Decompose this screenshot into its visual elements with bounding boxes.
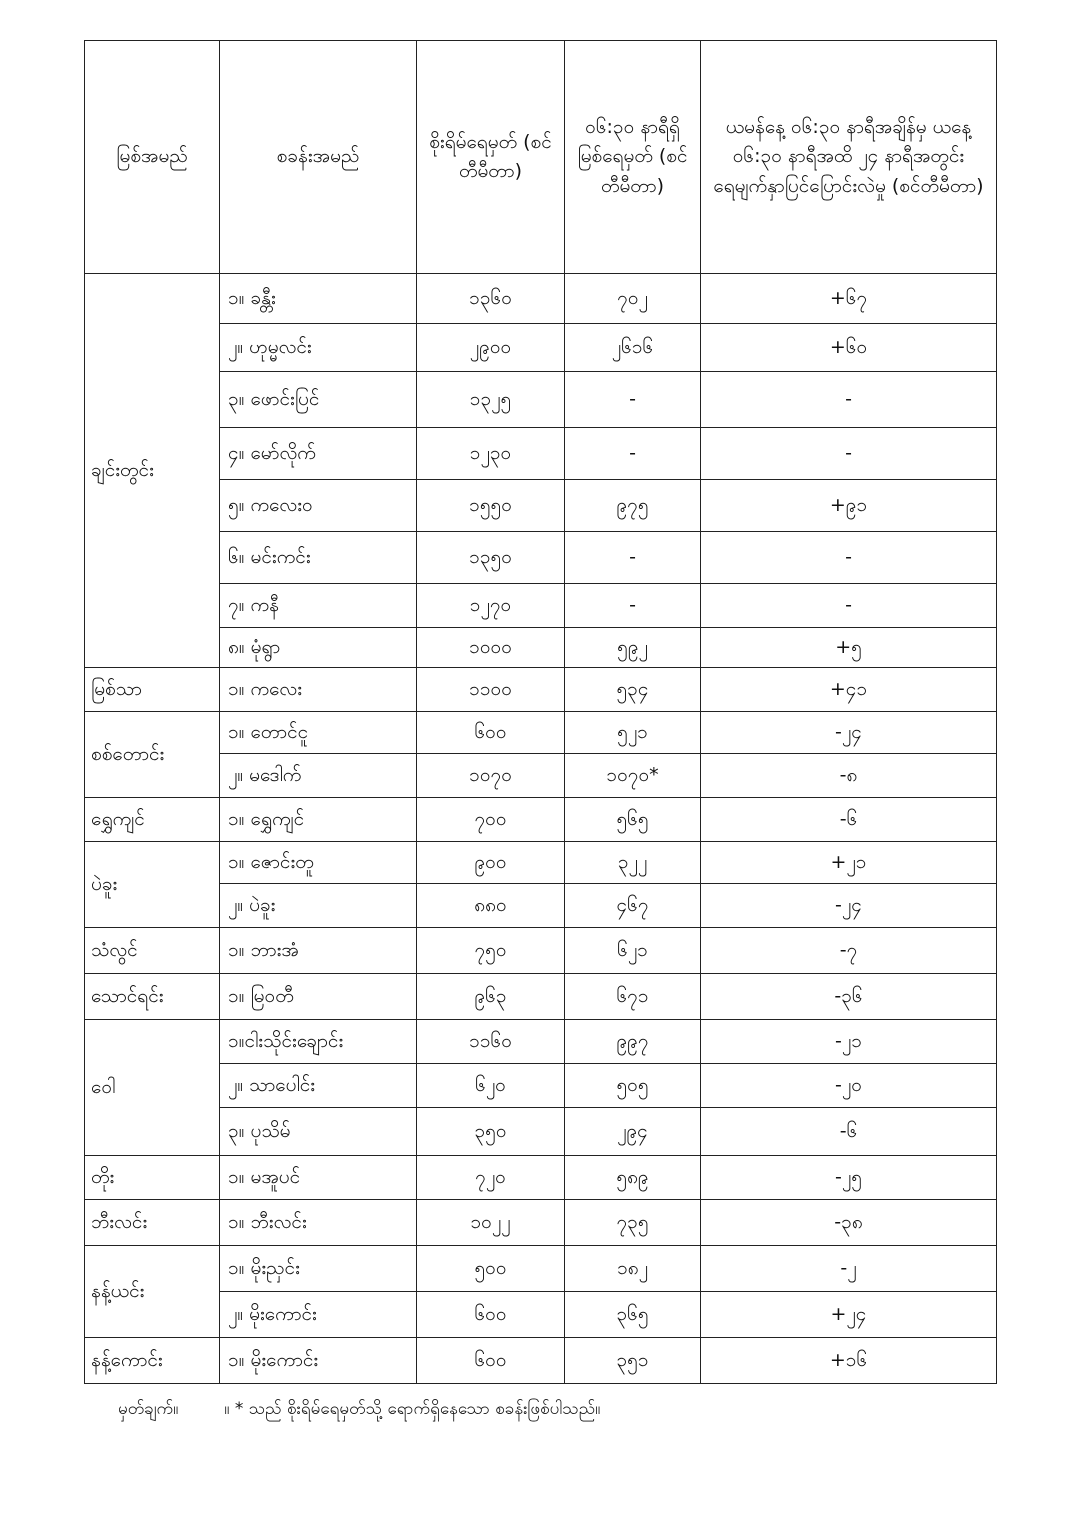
river-name: ရွှေကျင် (85, 798, 220, 842)
level-change: -၆ (701, 1108, 997, 1156)
header-river: မြစ်အမည် (85, 41, 220, 274)
station-name: ၁။ မအူပင် (220, 1156, 417, 1200)
level-change: -၂၅ (701, 1156, 997, 1200)
table-body (85, 274, 997, 1384)
danger-level: ၉၀၀ (417, 842, 565, 884)
table-row (85, 1064, 997, 1108)
table-row (85, 1200, 997, 1246)
table-row (85, 372, 997, 428)
current-level: ၃၂၂ (565, 842, 701, 884)
station-name: ၁။ ခန္တီး (220, 274, 417, 324)
level-change: -၃၆ (701, 974, 997, 1020)
station-name: ၇။ ကနီ (220, 584, 417, 628)
station-name: ၃။ ဖောင်းပြင် (220, 372, 417, 428)
river-name: နန့်ကောင်း (85, 1338, 220, 1384)
danger-level: ၂၉၀၀ (417, 324, 565, 372)
river-name: ပဲခူး (85, 842, 220, 928)
level-change: -၆ (701, 798, 997, 842)
level-change: +၄၁ (701, 668, 997, 712)
current-level: - (565, 584, 701, 628)
danger-level: ၁၂၇၀ (417, 584, 565, 628)
table-row (85, 428, 997, 480)
current-level: ၅၃၄ (565, 668, 701, 712)
level-change: +၆၀ (701, 324, 997, 372)
station-name: ၁။ ဘီးလင်း (220, 1200, 417, 1246)
station-name: ၂။ မဒေါက် (220, 754, 417, 798)
header-station: စခန်းအမည် (220, 41, 417, 274)
danger-level: ၁၃၆၀ (417, 274, 565, 324)
station-name: ၆။ မင်းကင်း (220, 532, 417, 584)
table-row (85, 324, 997, 372)
station-name: ၁။ ရွှေကျင် (220, 798, 417, 842)
table-row (85, 754, 997, 798)
header-current-level: ၀၆:၃၀ နာရီရှိ မြစ်ရေမှတ် (စင်တီမီတာ) (565, 41, 701, 274)
header-24h-change: ယမန်နေ့ ၀၆:၃၀ နာရီအချိန်မှ ယနေ့ ၀၆:၃၀ နာရီအထိ ၂၄ နာရီအတွင်း ရေမျက်နှာပြင်ပြောင်းလဲမှု (စင်တီမီတာ) (701, 41, 997, 274)
station-name: ၂။ ပဲခူး (220, 884, 417, 928)
current-level: ၂၉၄ (565, 1108, 701, 1156)
level-change: -၂၄ (701, 884, 997, 928)
danger-level: ၇၂၀ (417, 1156, 565, 1200)
danger-level: ၁၀၀၀ (417, 628, 565, 668)
table-row (85, 532, 997, 584)
danger-level: ၁၀၂၂ (417, 1200, 565, 1246)
danger-level: ၈၈၀ (417, 884, 565, 928)
station-name: ၈။ မုံရွာ (220, 628, 417, 668)
current-level: ၉၉၇ (565, 1020, 701, 1064)
table-row (85, 712, 997, 754)
river-name: နန့်ယင်း (85, 1246, 220, 1338)
station-name: ၁။ မိုးကောင်း (220, 1338, 417, 1384)
level-change: - (701, 532, 997, 584)
table-row (85, 928, 997, 974)
station-name: ၂။ ဟုမ္မလင်း (220, 324, 417, 372)
current-level: ၅၂၁ (565, 712, 701, 754)
danger-level: ၆၀၀ (417, 1292, 565, 1338)
level-change: -၇ (701, 928, 997, 974)
table-row (85, 1020, 997, 1064)
current-level: ၁၈၂ (565, 1246, 701, 1292)
footnote-text: ။ * သည် စိုးရိမ်ရေမှတ်သို့ ရောက်ရှိနေသော စခန်းဖြစ်ပါသည်။ (224, 1399, 601, 1419)
danger-level: ၁၅၅၀ (417, 480, 565, 532)
level-change: - (701, 584, 997, 628)
station-name: ၁။ တောင်ငူ (220, 712, 417, 754)
table-row (85, 1246, 997, 1292)
current-level: ၇၀၂ (565, 274, 701, 324)
current-level: ၁၀၇၀* (565, 754, 701, 798)
table-row (85, 480, 997, 532)
level-change: - (701, 372, 997, 428)
river-water-level-table (84, 40, 997, 1384)
river-name: သံလွင် (85, 928, 220, 974)
table-row (85, 974, 997, 1020)
station-name: ၄။ မော်လိုက် (220, 428, 417, 480)
current-level: ၅၈၉ (565, 1156, 701, 1200)
current-level: ၆၇၁ (565, 974, 701, 1020)
danger-level: ၆၂၀ (417, 1064, 565, 1108)
river-name: သောင်ရင်း (85, 974, 220, 1020)
station-name: ၁။ ဇောင်းတူ (220, 842, 417, 884)
danger-level: ၉၆၃ (417, 974, 565, 1020)
danger-level: ၁၁၆၀ (417, 1020, 565, 1064)
current-level: ၂၆၁၆ (565, 324, 701, 372)
level-change: -၂၀ (701, 1064, 997, 1108)
danger-level: ၇၅၀ (417, 928, 565, 974)
level-change: -၈ (701, 754, 997, 798)
current-level: - (565, 532, 701, 584)
level-change: - (701, 428, 997, 480)
level-change: +၉၁ (701, 480, 997, 532)
current-level: ၅၉၂ (565, 628, 701, 668)
current-level: ၃၆၅ (565, 1292, 701, 1338)
current-level: ၉၇၅ (565, 480, 701, 532)
river-name: မြစ်သာ (85, 668, 220, 712)
danger-level: ၁၃၅၀ (417, 532, 565, 584)
level-change: +၂၄ (701, 1292, 997, 1338)
current-level: ၆၂၁ (565, 928, 701, 974)
danger-level: ၆၀၀ (417, 712, 565, 754)
table-row (85, 798, 997, 842)
current-level: ၄၆၇ (565, 884, 701, 928)
level-change: -၃၈ (701, 1200, 997, 1246)
station-name: ၂။ သာပေါင်း (220, 1064, 417, 1108)
station-name: ၁။ ဘားအံ (220, 928, 417, 974)
station-name: ၁။ငါးသိုင်းချောင်း (220, 1020, 417, 1064)
table-row (85, 1156, 997, 1200)
current-level: ၅၆၅ (565, 798, 701, 842)
footnote (118, 1398, 600, 1423)
current-level: ၅၀၅ (565, 1064, 701, 1108)
current-level: ၇၃၅ (565, 1200, 701, 1246)
station-name: ၁။ မြဝတီ (220, 974, 417, 1020)
table-row (85, 842, 997, 884)
river-name: တိုး (85, 1156, 220, 1200)
station-name: ၁။ ကလေး (220, 668, 417, 712)
table-row (85, 884, 997, 928)
river-name: ဘီးလင်း (85, 1200, 220, 1246)
station-name: ၅။ ကလေးဝ (220, 480, 417, 532)
station-name: ၁။ မိုးညှင်း (220, 1246, 417, 1292)
river-name: ဝေါ (85, 1020, 220, 1156)
table-row (85, 1338, 997, 1384)
river-name: ချင်းတွင်း (85, 274, 220, 668)
river-name: စစ်တောင်း (85, 712, 220, 798)
danger-level: ၁၁၀၀ (417, 668, 565, 712)
table-row (85, 584, 997, 628)
table-row (85, 668, 997, 712)
danger-level: ၃၅၀ (417, 1108, 565, 1156)
level-change: +၆၇ (701, 274, 997, 324)
table-row (85, 1108, 997, 1156)
station-name: ၂။ မိုးကောင်း (220, 1292, 417, 1338)
table-row (85, 1292, 997, 1338)
level-change: +၅ (701, 628, 997, 668)
station-name: ၃။ ပုသိမ် (220, 1108, 417, 1156)
header-row (85, 41, 997, 274)
level-change: +၁၆ (701, 1338, 997, 1384)
footnote-label: မှတ်ချက်။ (118, 1399, 179, 1419)
danger-level: ၁၂၃၀ (417, 428, 565, 480)
level-change: -၂၄ (701, 712, 997, 754)
header-danger-level: စိုးရိမ်ရေမှတ် (စင်တီမီတာ) (417, 41, 565, 274)
table-row (85, 274, 997, 324)
current-level: ၃၅၁ (565, 1338, 701, 1384)
danger-level: ၇၀၀ (417, 798, 565, 842)
danger-level: ၁၃၂၅ (417, 372, 565, 428)
table-row (85, 628, 997, 668)
current-level: - (565, 428, 701, 480)
level-change: +၂၁ (701, 842, 997, 884)
level-change: -၂ (701, 1246, 997, 1292)
danger-level: ၆၀၀ (417, 1338, 565, 1384)
danger-level: ၁၀၇၀ (417, 754, 565, 798)
level-change: -၂၁ (701, 1020, 997, 1064)
current-level: - (565, 372, 701, 428)
danger-level: ၅၀၀ (417, 1246, 565, 1292)
